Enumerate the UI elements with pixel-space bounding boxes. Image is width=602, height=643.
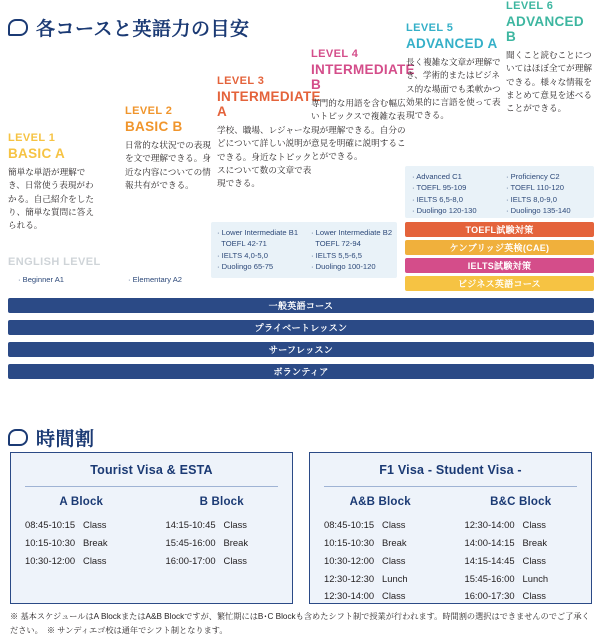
scale-item: · IELTS 6,5-8,0: [412, 194, 463, 204]
activity-value: Class: [223, 554, 247, 566]
time-value: 10:15-10:30: [25, 536, 76, 548]
scale-item: · Duolingo 100-120: [311, 262, 376, 272]
column-header: A Block: [59, 496, 104, 508]
course-bar-general-english: 一般英語コース: [8, 298, 594, 313]
scale-item: · Duolingo 65-75: [217, 262, 274, 272]
scale-item: · IELTS 8,0-9,0: [506, 194, 557, 204]
exam-bar-toefl: TOEFL試験対策: [405, 222, 594, 237]
schedule-title: Tourist Visa & ESTA: [90, 463, 213, 477]
scale-item: · TOEFL 110-120: [506, 183, 564, 193]
scale-item: · Lower Intermediate B1: [217, 228, 299, 237]
level-label: LEVEL 5: [406, 22, 454, 34]
level-description: 簡単な単語が理解でき、日常使う表現がわかる。自己紹介をしたり、簡単な質問に答えられる。: [8, 167, 94, 231]
scale-group-1: [18, 274, 108, 285]
scale-item: · Lower Intermediate B2: [311, 228, 393, 237]
level-name: ADVANCED B: [506, 14, 584, 44]
scale-item: · IELTS 5,5-6,5: [311, 250, 362, 260]
table-row: [152, 552, 293, 570]
level-description: 聞くこと読むことについてはほぼ全てが理解できる。様々な情報をまとめて意見を述べることができる。: [506, 50, 592, 114]
activity-value: Class: [382, 519, 406, 530]
schedule-column-bc: [451, 496, 592, 605]
scale-item: · TOEFL 95-109: [412, 183, 467, 193]
scale-item: · Beginner A1: [18, 275, 65, 284]
level-label: LEVEL 6: [506, 0, 554, 12]
scale-group-3: [217, 227, 309, 273]
schedule-column-b: [152, 496, 293, 570]
level-description: 長く複雑な文章が理解でき、学術的またはビジネス的な場面でも柔軟かつ効果的に言語を使って表現できる。: [406, 57, 501, 121]
schedule-table-tourist: [10, 452, 293, 604]
activity-value: Class: [83, 519, 107, 530]
level-label: LEVEL 4: [311, 48, 359, 60]
time-value: 08:45-10:15: [324, 519, 375, 530]
scale-item: · Duolingo 120-130: [412, 206, 477, 216]
footnote: ※ 基本スケジュールはA BlockまたはA&B Blockですが、繁忙期にはB･C Blockも含めたシフト制で授業が行われます。時間割の選択はできませんのでご了承ください。 ※ サンディエゴ校は通年でシフト制となります。: [10, 612, 590, 636]
level-description: 日常的な状況での表現を文で理解できる。身近な内容についての情報共有ができる。: [125, 140, 211, 190]
time-value: 15:45-16:00: [165, 536, 216, 548]
level-card-1: [8, 132, 101, 233]
level-label: LEVEL 1: [8, 132, 56, 144]
exam-bar-cambridge: ケンブリッジ英検(CAE): [405, 240, 594, 255]
activity-value: Class: [522, 554, 546, 566]
table-row: [11, 534, 152, 552]
activity-value: Break: [382, 536, 407, 548]
activity-value: Lunch: [522, 572, 549, 584]
level-card-4: [311, 48, 415, 164]
page-title: 各コースと英語力の目安: [36, 19, 250, 40]
activity-value: Lunch: [382, 572, 408, 584]
scale-item: · Advanced C1: [412, 172, 462, 181]
level-card-5: [406, 22, 501, 123]
scale-item: TOEFL 42-71: [221, 239, 267, 249]
level-description: 専門的な用語を含む幅広いトピックスで複雑な表現が理解できる。自分の意見を明確に説明することができる。: [311, 98, 406, 162]
table-row: [310, 516, 451, 534]
time-value: 10:30-12:00: [324, 554, 375, 566]
table-row: [310, 534, 451, 552]
divider: [324, 486, 577, 487]
activity-value: Class: [382, 590, 406, 602]
level-card-3: [217, 75, 321, 191]
level-label: LEVEL 3: [217, 75, 265, 87]
level-card-6: [506, 0, 596, 116]
table-row: [451, 516, 592, 534]
scale-item: TOEFL 72-94: [315, 239, 361, 249]
time-value: 16:00-17:30: [464, 590, 515, 602]
time-value: 10:15-10:30: [324, 536, 375, 548]
column-header: B Block: [199, 496, 244, 508]
activity-value: Class: [382, 554, 406, 566]
table-row: [310, 570, 451, 588]
section-heading-schedule: [8, 424, 95, 451]
activity-value: Break: [223, 536, 249, 548]
activity-value: Class: [522, 590, 546, 602]
table-row: [310, 587, 451, 605]
table-row: [11, 552, 152, 570]
table-row: [310, 552, 451, 570]
level-name: INTERMEDIATE A: [217, 89, 321, 119]
table-row: [451, 552, 592, 570]
schedule-title: F1 Visa - Student Visa -: [379, 463, 522, 477]
scale-item: · IELTS 4,0-5,0: [217, 250, 268, 260]
table-row: [451, 570, 592, 588]
exam-bar-business: ビジネス英語コース: [405, 276, 594, 291]
time-value: 12:30-14:00: [464, 519, 515, 530]
english-level-label: ENGLISH LEVEL: [8, 256, 101, 268]
activity-value: Break: [522, 536, 548, 548]
scale-group-6: [506, 171, 598, 217]
column-header: B&C Block: [490, 496, 552, 508]
time-value: 14:15-14:45: [464, 554, 515, 566]
level-name: ADVANCED A: [406, 36, 498, 51]
scale-item: · Elementary A2: [128, 275, 183, 284]
activity-value: Class: [83, 554, 107, 566]
schedule-column-ab: [310, 496, 451, 605]
scale-group-4: [311, 227, 403, 273]
course-bar-volunteer: ボランティア: [8, 364, 594, 379]
time-value: 08:45-10:15: [25, 519, 76, 530]
column-header: A&B Block: [349, 496, 411, 508]
scale-item: · Duolingo 135-140: [506, 206, 571, 216]
time-value: 14:00-14:15: [464, 536, 515, 548]
table-row: [451, 587, 592, 605]
table-row: [451, 534, 592, 552]
time-value: 15:45-16:00: [464, 572, 515, 584]
course-bar-private-lesson: プライベートレッスン: [8, 320, 594, 335]
scale-group-5: [412, 171, 504, 217]
exam-bar-ielts: IELTS試験対策: [405, 258, 594, 273]
activity-value: Class: [522, 519, 546, 530]
schedule-table-f1visa: [309, 452, 592, 604]
time-value: 14:15-10:45: [165, 519, 216, 530]
scale-group-2: [128, 274, 218, 285]
level-card-2: [125, 105, 218, 192]
table-row: [152, 534, 293, 552]
table-row: [152, 516, 293, 534]
level-name: BASIC B: [125, 119, 183, 134]
level-name: BASIC A: [8, 146, 66, 161]
table-row: [11, 516, 152, 534]
level-description: 学校、職場、レジャーなどについて詳しい説明ができる。身近なトピックスについて数の文章で表現できる。: [217, 125, 312, 189]
speech-bubble-icon: [8, 429, 28, 446]
time-value: 12:30-14:00: [324, 590, 375, 602]
time-value: 10:30-12:00: [25, 554, 76, 566]
level-name: INTERMEDIATE B: [311, 62, 415, 92]
activity-value: Class: [223, 519, 247, 530]
schedule-column-a: [11, 496, 152, 570]
time-value: 12:30-12:30: [324, 572, 375, 584]
level-label: LEVEL 2: [125, 105, 173, 117]
course-bar-surf-lesson: サーフレッスン: [8, 342, 594, 357]
activity-value: Break: [83, 536, 108, 548]
scale-item: · Proficiency C2: [506, 172, 560, 181]
divider: [25, 486, 278, 487]
time-value: 16:00-17:00: [165, 554, 216, 566]
section-title-schedule: 時間割: [36, 429, 95, 450]
